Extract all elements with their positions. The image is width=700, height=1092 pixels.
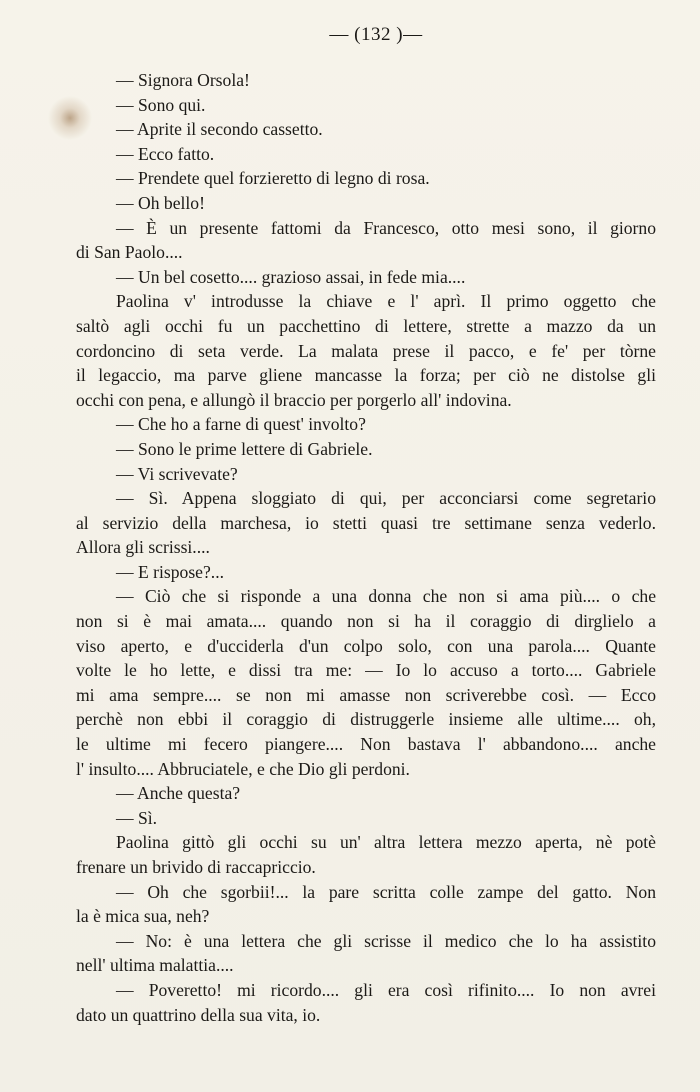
text-line: — Sì. Appena sloggiato di qui, per acconciarsi come segretario: [116, 488, 656, 509]
text-line: frenare un brivido di raccapriccio.: [76, 857, 316, 877]
text-line: di San Paolo....: [76, 242, 183, 263]
text-line: Paolina v' introdusse la chiave e l' aprì. Il primo oggetto che: [116, 291, 656, 312]
text-line: — Signora Orsola!: [116, 70, 250, 90]
text-line: dato un quattrino della sua vita, io.: [76, 1004, 321, 1025]
page-number: — (132 )—: [329, 24, 423, 45]
text-line: — No: è una lettera che gli scrisse il medico che lo ha assistito: [116, 930, 656, 951]
text-line: — È un presente fattomi da Francesco, otto mesi sono, il giorno: [116, 217, 656, 238]
text-line: — Un bel cosetto.... grazioso assai, in fede mia....: [116, 266, 466, 287]
page-text: [76, 68, 656, 1027]
text-line: Paolina gittò gli occhi su un' altra lettera mezzo aperta, nè potè: [116, 832, 656, 853]
text-line: la è mica sua, neh?: [76, 906, 210, 927]
text-line: — E rispose?...: [116, 561, 224, 582]
text-line: al servizio della marchesa, io stetti quasi tre settimane senza vederlo.: [76, 512, 656, 533]
text-line: — Poveretto! mi ricordo.... gli era così rifinito.... Io non avrei: [116, 979, 656, 1000]
text-line: — Anche questa?: [116, 783, 241, 804]
text-line: — Ecco fatto.: [116, 143, 215, 164]
text-line: mi ama sempre.... se non mi amasse non scriverebbe così. — Ecco: [76, 684, 656, 705]
text-line: — Sono le prime lettere di Gabriele.: [116, 438, 373, 459]
text-line: occhi con pena, e allungò il braccio per porgerlo all' indovina.: [76, 389, 512, 410]
text-line: le ultime mi fecero piangere.... Non bastava l' abbandono.... anche: [76, 734, 656, 755]
text-line: Allora gli scrissi....: [76, 537, 210, 558]
text-line: — Oh che sgorbii!... la pare scritta colle zampe del gatto. Non: [116, 881, 656, 902]
text-line: viso aperto, e d'ucciderla d'un colpo solo, con una parola.... Quante: [76, 635, 656, 656]
text-line: — Oh bello!: [116, 192, 205, 213]
text-line: — Prendete quel forzieretto di legno di rosa.: [116, 168, 430, 189]
text-line: non si è mai amata.... quando non si ha il coraggio di dirglielo a: [76, 611, 656, 632]
text-line: cordoncino di seta verde. La malata prese il pacco, e fe' per tòrne: [76, 340, 656, 361]
text-line: saltò agli occhi fu un pacchettino di lettere, strette a mazzo da un: [76, 315, 656, 336]
text-line: — Sono qui.: [116, 94, 206, 115]
text-line: volte le ho lette, e dissi tra me: — Io lo accuso a torto.... Gabriele: [76, 660, 656, 681]
text-line: — Che ho a farne di quest' involto?: [116, 414, 366, 435]
text-line: l' insulto.... Abbruciatele, e che Dio gli perdoni.: [76, 758, 410, 779]
text-line: — Vi scrivevate?: [116, 463, 238, 484]
text-line: — Ciò che si risponde a una donna che non si ama più.... o che: [116, 586, 656, 607]
text-line: nell' ultima malattia....: [76, 955, 234, 976]
text-line: il legaccio, ma parve gliene mancasse la forza; per ciò ne distolse gli: [76, 365, 656, 386]
text-line: perchè non ebbi il coraggio di distruggerle insieme alle ultime.... oh,: [76, 709, 656, 730]
text-line: — Sì.: [116, 807, 158, 828]
text-line: — Aprite il secondo cassetto.: [116, 119, 323, 140]
